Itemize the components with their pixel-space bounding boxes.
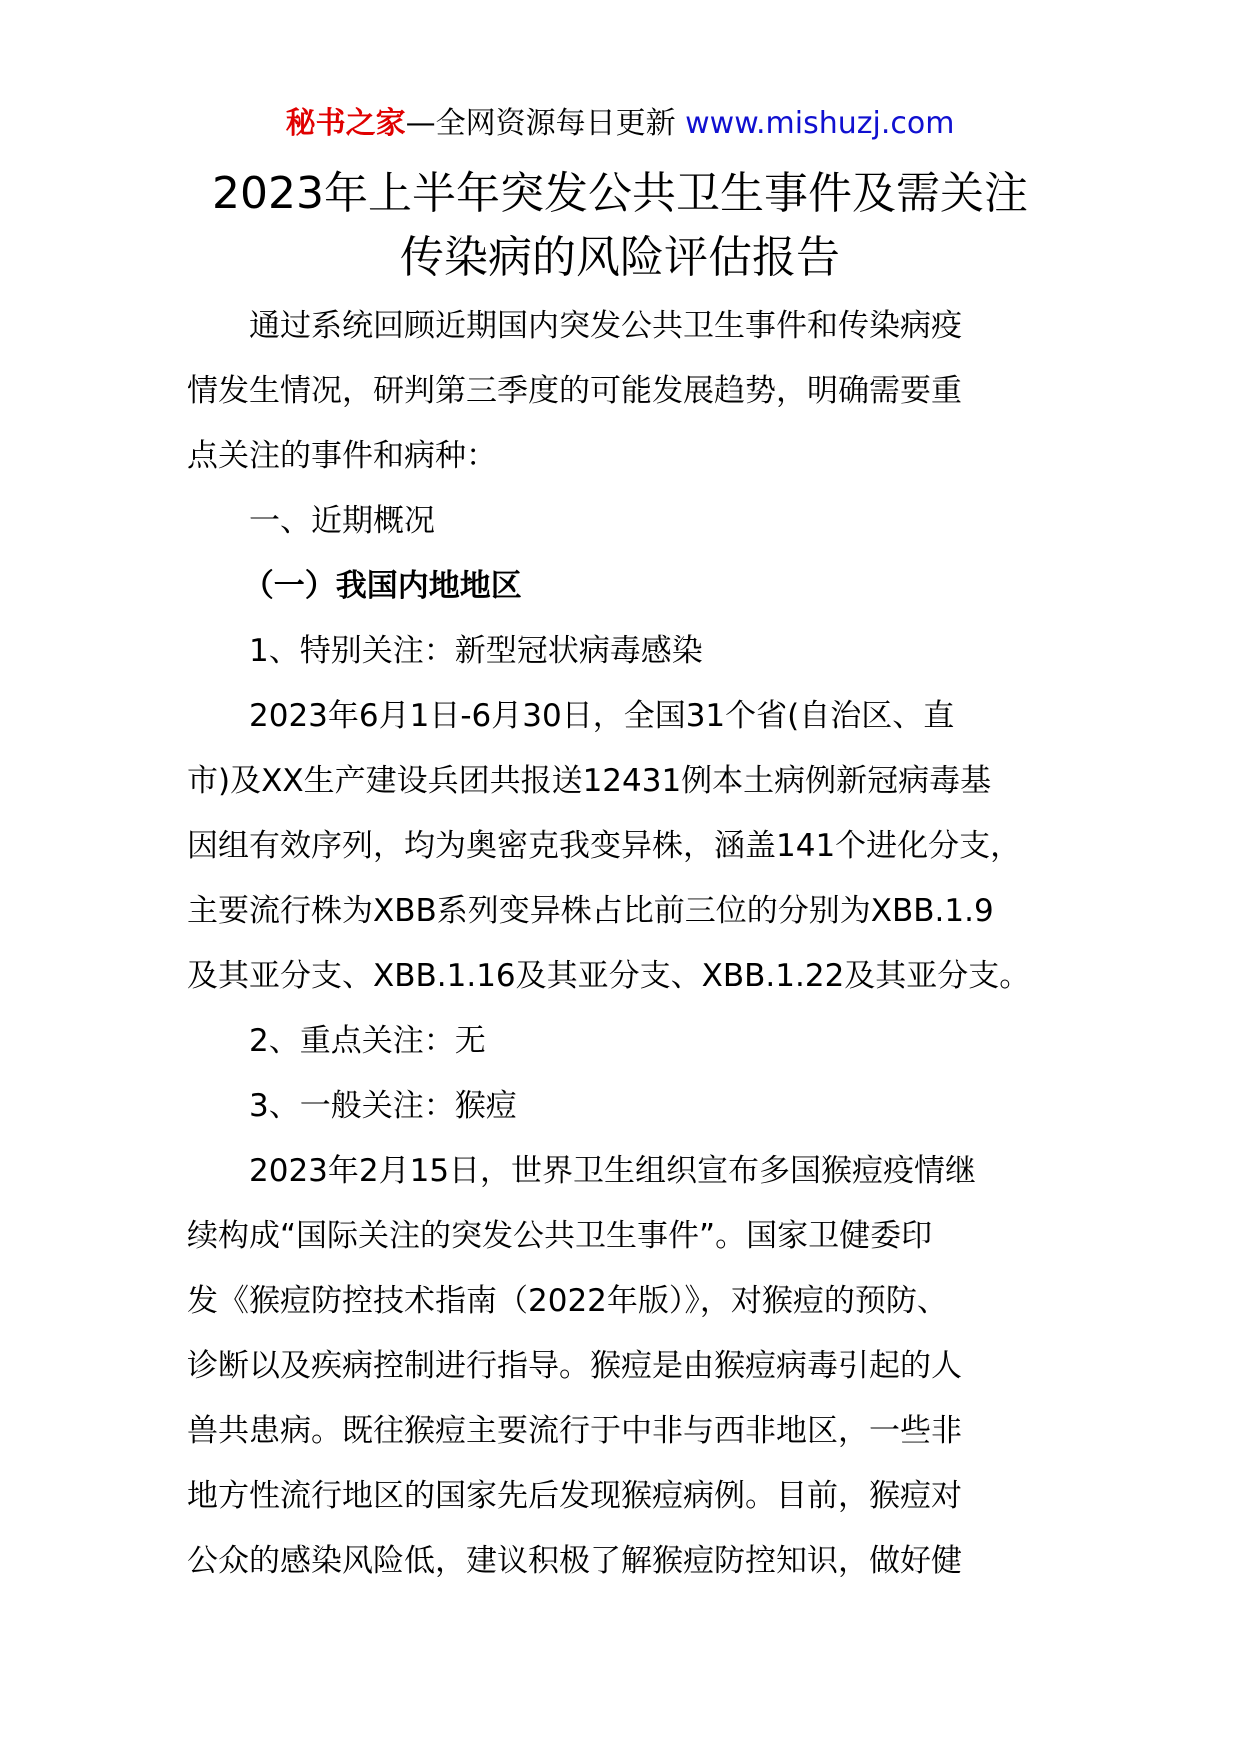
covid-paragraph [187, 684, 1087, 1009]
banner-url-link[interactable]: www.mishuzj.com [685, 106, 955, 141]
text-line: 点关注的事件和病种： [187, 438, 497, 474]
item-heading-special: 1、特别关注：新型冠状病毒感染 [249, 633, 703, 669]
title-line-1: 2023年上半年突发公共卫生事件及需关注 [212, 168, 1028, 219]
text-line: 情发生情况，研判第三季度的可能发展趋势，明确需要重 [187, 373, 962, 409]
text-line: 诊断以及疾病控制进行指导。猴痘是由猴痘病毒引起的人 [187, 1348, 962, 1384]
text-line: 续构成“国际关注的突发公共卫生事件”。国家卫健委印 [187, 1218, 933, 1254]
intro-paragraph [187, 294, 1087, 489]
section-heading: 一、近期概况 [249, 503, 435, 539]
mpox-paragraph [187, 1139, 1087, 1594]
banner-tagline: —全网资源每日更新 [405, 106, 676, 141]
text-line: 主要流行株为XBB系列变异株占比前三位的分别为XBB.1.9 [187, 893, 994, 929]
text-line: 公众的感染风险低，建议积极了解猴痘防控知识，做好健 [187, 1543, 962, 1579]
document-body [187, 294, 1087, 1594]
text-line: 及其亚分支、XBB.1.16及其亚分支、XBB.1.22及其亚分支。 [187, 958, 1031, 994]
text-line: 2023年6月1日-6月30日，全国31个省(自治区、直 [249, 698, 955, 734]
text-line: 市)及XX生产建设兵团共报送12431例本土病例新冠病毒基 [187, 763, 992, 799]
text-line: 地方性流行地区的国家先后发现猴痘病例。目前，猴痘对 [187, 1478, 962, 1514]
item-heading-key: 2、重点关注：无 [249, 1023, 486, 1059]
title-line-2: 传染病的风险评估报告 [400, 232, 840, 283]
text-line: 发《猴痘防控技术指南（2022年版）》，对猴痘的预防、 [187, 1283, 948, 1319]
text-line: 通过系统回顾近期国内突发公共卫生事件和传染病疫 [249, 308, 962, 344]
text-line: 因组有效序列，均为奥密克我变异株，涵盖141个进化分支， [187, 828, 1022, 864]
brand-name: 秘书之家 [285, 106, 406, 141]
item-heading-general: 3、一般关注：猴痘 [249, 1088, 517, 1124]
subsection-heading: （一）我国内地地区 [242, 568, 522, 604]
text-line: 2023年2月15日，世界卫生组织宣布多国猴痘疫情继 [249, 1153, 977, 1189]
text-line: 兽共患病。既往猴痘主要流行于中非与西非地区，一些非 [187, 1413, 962, 1449]
header-banner [0, 104, 1240, 144]
document-title [0, 162, 1240, 290]
